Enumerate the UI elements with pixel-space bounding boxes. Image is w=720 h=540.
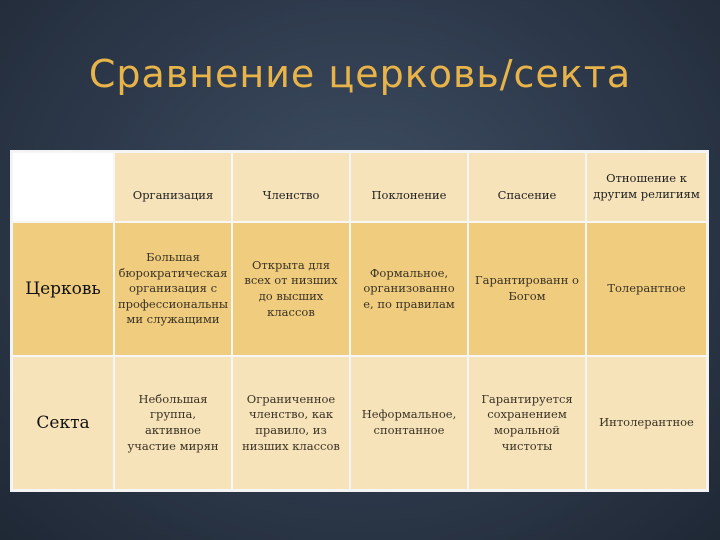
column-header-label: Поклонение [371, 188, 447, 203]
column-header-organization [114, 152, 232, 222]
table-cell: Ограниченное членство, как правило, из низших классов [232, 356, 350, 490]
column-header-label: Спасение [497, 188, 557, 203]
row-header-church: Церковь [12, 222, 114, 356]
row-header-sect: Секта [12, 356, 114, 490]
table-cell: Формальное, организованно е, по правилам [350, 222, 468, 356]
table-corner-cell [12, 152, 114, 222]
table-cell: Небольшая группа, активное участие мирян [114, 356, 232, 490]
table-cell: Открыта для всех от низших до высших классов [232, 222, 350, 356]
table-cell: Гарантируется сохранением моральной чистоты [468, 356, 586, 490]
table-cell: Неформальное, спонтанное [350, 356, 468, 490]
column-header-worship [350, 152, 468, 222]
column-header-label: Членство [262, 188, 320, 203]
table-cell: Интолерантное [586, 356, 707, 490]
column-header-label: Организация [132, 188, 214, 203]
table-cell: Гарантированн о Богом [468, 222, 586, 356]
column-header-label: Отношение к другим религиям [593, 171, 700, 201]
comparison-table [10, 150, 709, 492]
column-header-attitude [586, 152, 707, 222]
column-header-salvation [468, 152, 586, 222]
column-header-membership [232, 152, 350, 222]
slide-title: Сравнение церковь/секта [88, 52, 632, 96]
table-cell: Большая бюрократическая организация с профессиональны ми служащими [114, 222, 232, 356]
table-cell: Толерантное [586, 222, 707, 356]
